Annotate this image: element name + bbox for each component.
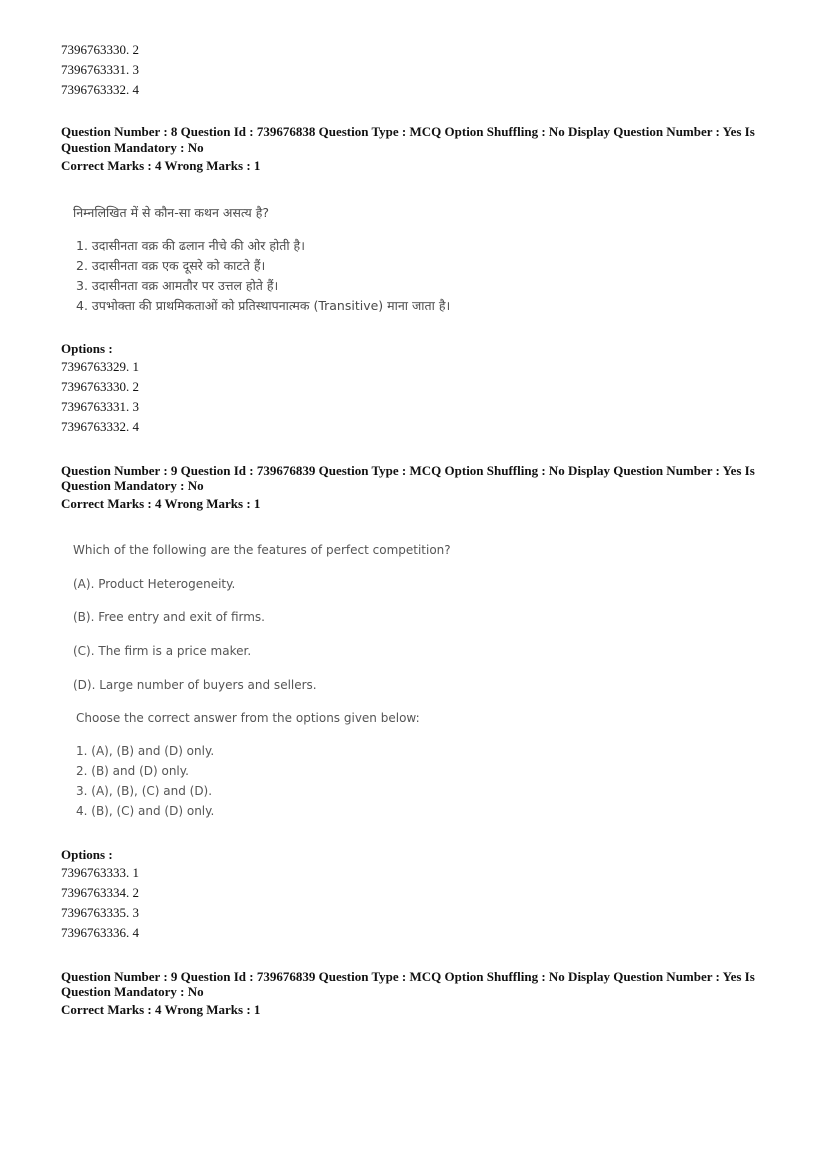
choice-text: 4. उपभोक्ता की प्राथमिकताओं को प्रतिस्थापनात्मक (Transitive) माना जाता है। (76, 298, 451, 313)
question-marks: Correct Marks : 4 Wrong Marks : 1 (61, 158, 261, 173)
option-line: 7396763334. 2 (61, 885, 139, 900)
choice-text: 2. उदासीनता वक्र एक दूसरे को काटते हैं। (76, 258, 266, 273)
choice-text: 1. उदासीनता वक्र की ढलान नीचे की ओर होती है। (76, 238, 305, 253)
choice-text: 2. (B) and (D) only. (76, 764, 189, 778)
option-line: 7396763332. 4 (61, 82, 139, 97)
option-line: 7396763330. 2 (61, 42, 139, 57)
question-header: Question Number : 9 Question Id : 739676839 Question Type : MCQ Option Shuffling : No Display Question Number : Yes Is (61, 969, 755, 984)
statement-text: (C). The firm is a price maker. (73, 644, 252, 658)
statement-text: (A). Product Heterogeneity. (73, 577, 236, 591)
option-line: 7396763335. 3 (61, 905, 139, 920)
choice-text: 4. (B), (C) and (D) only. (76, 804, 215, 818)
option-line: 7396763330. 2 (61, 379, 139, 394)
question-header: Question Number : 9 Question Id : 739676839 Question Type : MCQ Option Shuffling : No Display Question Number : Yes Is (61, 463, 755, 478)
instruction-text: Choose the correct answer from the options given below: (76, 711, 420, 725)
question-text: Which of the following are the features of perfect competition? (73, 543, 451, 557)
options-label: Options : (61, 847, 113, 862)
question-mandatory: Question Mandatory : No (61, 984, 204, 999)
option-line: 7396763331. 3 (61, 399, 139, 414)
choice-text: 3. उदासीनता वक्र आमतौर पर उत्तल होते हैं। (76, 278, 279, 293)
option-line: 7396763331. 3 (61, 62, 139, 77)
question-marks: Correct Marks : 4 Wrong Marks : 1 (61, 1002, 261, 1017)
option-line: 7396763332. 4 (61, 419, 139, 434)
question-header: Question Number : 8 Question Id : 739676838 Question Type : MCQ Option Shuffling : No Display Question Number : Yes Is (61, 124, 755, 139)
options-label: Options : (61, 341, 113, 356)
option-line: 7396763329. 1 (61, 359, 139, 374)
choice-text: 3. (A), (B), (C) and (D). (76, 784, 213, 798)
option-line: 7396763333. 1 (61, 865, 139, 880)
statement-text: (B). Free entry and exit of firms. (73, 610, 265, 624)
statement-text: (D). Large number of buyers and sellers. (73, 678, 317, 692)
question-text: निम्नलिखित में से कौन-सा कथन असत्य है? (73, 205, 270, 220)
question-mandatory: Question Mandatory : No (61, 478, 204, 493)
choice-text: 1. (A), (B) and (D) only. (76, 744, 215, 758)
question-mandatory: Question Mandatory : No (61, 140, 204, 155)
question-marks: Correct Marks : 4 Wrong Marks : 1 (61, 496, 261, 511)
option-line: 7396763336. 4 (61, 925, 139, 940)
